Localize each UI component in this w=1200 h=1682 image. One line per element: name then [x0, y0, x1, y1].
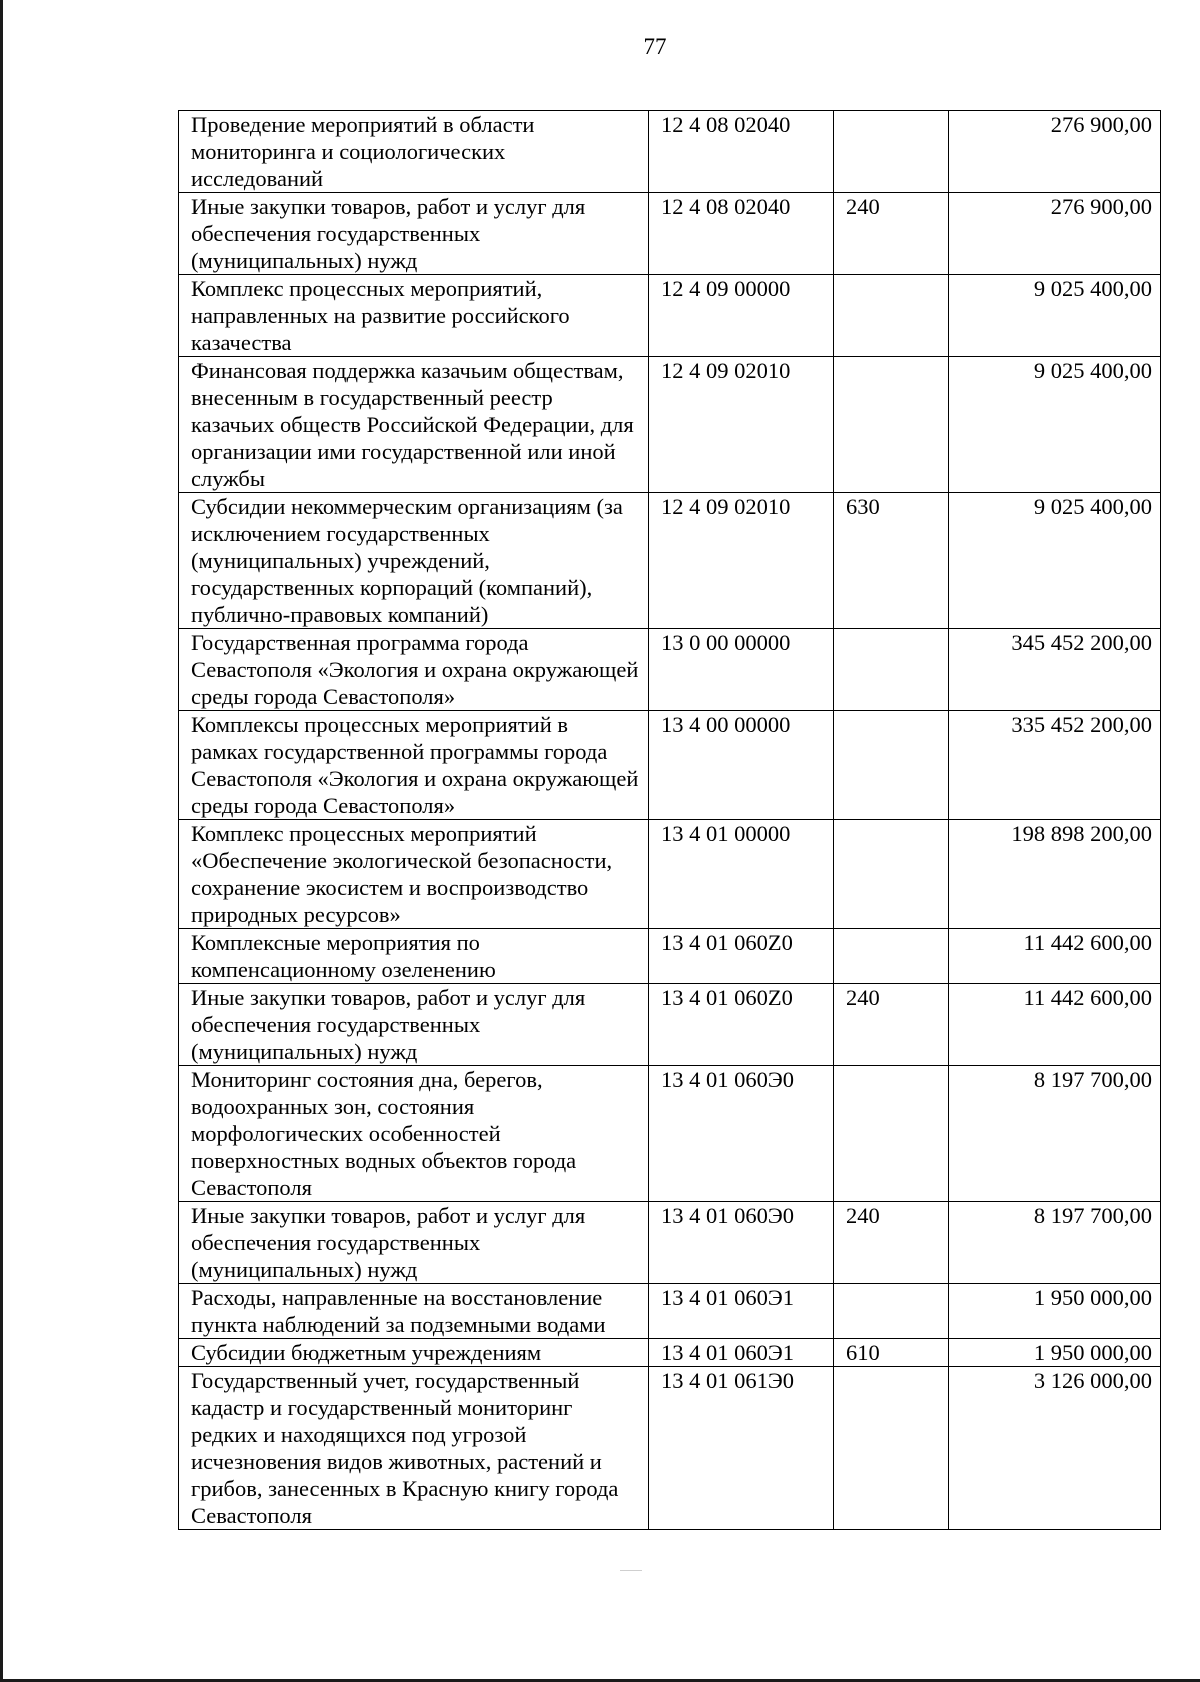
row-name: Иные закупки товаров, работ и услуг для обеспечения государственных (муниципальных) нужд: [179, 193, 649, 275]
row-amount: 9 025 400,00: [949, 275, 1161, 357]
row-amount: 276 900,00: [949, 193, 1161, 275]
row-code: 13 4 01 060Э0: [649, 1066, 834, 1202]
row-expense-type: [834, 1066, 949, 1202]
page-number: 77: [643, 34, 667, 59]
row-expense-type: 240: [834, 193, 949, 275]
row-name: Комплекс процессных мероприятий «Обеспечение экологической безопасности, сохранение экосистем и воспроизводство природных ресурсов»: [179, 820, 649, 929]
budget-table: [178, 110, 1161, 1530]
row-name: Финансовая поддержка казачьим обществам, внесенным в государственный реестр казачьих обществ Российской Федерации, для организации ими государственной или иной службы: [179, 357, 649, 493]
row-expense-type: [834, 357, 949, 493]
row-code: 13 4 01 00000: [649, 820, 834, 929]
row-name: Субсидии некоммерческим организациям (за исключением государственных (муниципальных) учреждений, государственных корпораций (компаний), публично-правовых компаний): [179, 493, 649, 629]
row-amount: 198 898 200,00: [949, 820, 1161, 929]
row-expense-type: 240: [834, 1202, 949, 1284]
row-name: Иные закупки товаров, работ и услуг для обеспечения государственных (муниципальных) нужд: [179, 984, 649, 1066]
table-row: [179, 1367, 1161, 1530]
row-name: Комплексы процессных мероприятий в рамках государственной программы города Севастополя «Экология и охрана окружающей среды города Севастополя»: [179, 711, 649, 820]
row-name: Комплексные мероприятия по компенсационному озеленению: [179, 929, 649, 984]
row-name: Иные закупки товаров, работ и услуг для обеспечения государственных (муниципальных) нужд: [179, 1202, 649, 1284]
row-name: Государственный учет, государственный кадастр и государственный мониторинг редких и находящихся под угрозой исчезновения видов животных, растений и грибов, занесенных в Красную книгу города Севастополя: [179, 1367, 649, 1530]
table-row: [179, 984, 1161, 1066]
row-name: Комплекс процессных мероприятий, направленных на развитие российского казачества: [179, 275, 649, 357]
row-expense-type: [834, 820, 949, 929]
row-amount: 9 025 400,00: [949, 493, 1161, 629]
row-amount: 8 197 700,00: [949, 1202, 1161, 1284]
row-amount: 276 900,00: [949, 111, 1161, 193]
row-expense-type: [834, 275, 949, 357]
row-amount: 11 442 600,00: [949, 984, 1161, 1066]
row-code: 13 4 01 060Z0: [649, 929, 834, 984]
row-amount: 8 197 700,00: [949, 1066, 1161, 1202]
row-expense-type: [834, 1284, 949, 1339]
row-amount: 335 452 200,00: [949, 711, 1161, 820]
table-row: [179, 1339, 1161, 1367]
table-row: [179, 629, 1161, 711]
row-expense-type: [834, 1367, 949, 1530]
table-row: [179, 820, 1161, 929]
row-code: 13 4 01 060Э0: [649, 1202, 834, 1284]
row-amount: 345 452 200,00: [949, 629, 1161, 711]
table-row: [179, 493, 1161, 629]
row-expense-type: [834, 629, 949, 711]
table-row: [179, 193, 1161, 275]
row-code: 12 4 09 02010: [649, 493, 834, 629]
table-row: [179, 1284, 1161, 1339]
table-row: [179, 711, 1161, 820]
table-row: [179, 929, 1161, 984]
row-code: 13 0 00 00000: [649, 629, 834, 711]
table-row: [179, 1202, 1161, 1284]
row-name: Мониторинг состояния дна, берегов, водоохранных зон, состояния морфологических особенностей поверхностных водных объектов города Севастополя: [179, 1066, 649, 1202]
table-row: [179, 1066, 1161, 1202]
row-expense-type: 240: [834, 984, 949, 1066]
row-expense-type: [834, 711, 949, 820]
row-amount: 3 126 000,00: [949, 1367, 1161, 1530]
row-code: 13 4 00 00000: [649, 711, 834, 820]
row-name: Государственная программа города Севастополя «Экология и охрана окружающей среды города Севастополя»: [179, 629, 649, 711]
row-expense-type: [834, 929, 949, 984]
row-amount: 1 950 000,00: [949, 1339, 1161, 1367]
scan-speck: [620, 1570, 642, 1571]
row-code: 13 4 01 061Э0: [649, 1367, 834, 1530]
row-expense-type: [834, 111, 949, 193]
row-code: 13 4 01 060Э1: [649, 1284, 834, 1339]
row-amount: 11 442 600,00: [949, 929, 1161, 984]
row-name: Расходы, направленные на восстановление пункта наблюдений за подземными водами: [179, 1284, 649, 1339]
row-amount: 1 950 000,00: [949, 1284, 1161, 1339]
table-row: [179, 275, 1161, 357]
row-code: 12 4 09 02010: [649, 357, 834, 493]
scan-edge-left: [0, 0, 3, 1682]
table-row: [179, 357, 1161, 493]
row-amount: 9 025 400,00: [949, 357, 1161, 493]
row-code: 13 4 01 060Э1: [649, 1339, 834, 1367]
row-code: 13 4 01 060Z0: [649, 984, 834, 1066]
row-code: 12 4 08 02040: [649, 193, 834, 275]
row-code: 12 4 08 02040: [649, 111, 834, 193]
row-expense-type: 610: [834, 1339, 949, 1367]
row-name: Субсидии бюджетным учреждениям: [179, 1339, 649, 1367]
table-row: [179, 111, 1161, 193]
row-expense-type: 630: [834, 493, 949, 629]
row-code: 12 4 09 00000: [649, 275, 834, 357]
row-name: Проведение мероприятий в области мониторинга и социологических исследований: [179, 111, 649, 193]
